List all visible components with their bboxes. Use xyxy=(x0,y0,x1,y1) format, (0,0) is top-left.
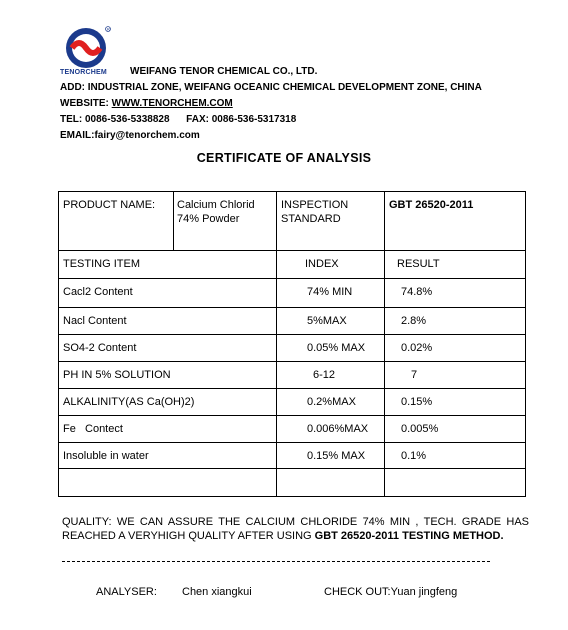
analysis-table xyxy=(58,191,526,497)
analyser-name: Chen xiangkui xyxy=(182,586,252,598)
table-row-empty xyxy=(59,469,526,497)
index-value: 5%MAX xyxy=(277,308,385,335)
index-header: INDEX xyxy=(277,251,385,279)
website-link[interactable]: WWW.TENORCHEM.COM xyxy=(111,98,233,109)
index-value: 74% MIN xyxy=(277,279,385,308)
header-row xyxy=(59,251,526,279)
company-address: ADD: INDUSTRIAL ZONE, WEIFANG OCEANIC CHEMICAL DEVELOPMENT ZONE, CHINA xyxy=(60,82,482,93)
testing-item: Cacl2 Content xyxy=(59,279,277,308)
result-value: 0.1% xyxy=(385,443,526,469)
index-value: 6-12 xyxy=(277,362,385,389)
company-name: WEIFANG TENOR CHEMICAL CO., LTD. xyxy=(130,66,318,77)
checkout-signature: CHECK OUT:Yuan jingfeng xyxy=(324,586,458,598)
testing-item: ALKALINITY(AS Ca(OH)2) xyxy=(59,389,277,416)
empty-cell xyxy=(277,469,385,497)
index-value: 0.2%MAX xyxy=(277,389,385,416)
inspection-standard-label xyxy=(277,192,385,251)
email-line: EMAIL:fairy@tenorchem.com xyxy=(60,130,200,141)
table-row xyxy=(59,416,526,443)
analyser-label: ANALYSER: xyxy=(96,586,157,598)
index-value: 0.05% MAX xyxy=(277,335,385,362)
brand-name: TENORCHEM xyxy=(60,69,107,76)
standard-value: GBT 26520-2011 xyxy=(385,192,526,251)
result-value: 74.8% xyxy=(385,279,526,308)
table-row xyxy=(59,362,526,389)
empty-cell xyxy=(385,469,526,497)
testing-item-header: TESTING ITEM xyxy=(59,251,277,279)
inspection-label-line2: STANDARD xyxy=(281,213,341,225)
testing-item: Insoluble in water xyxy=(59,443,277,469)
result-value: 2.8% xyxy=(385,308,526,335)
testing-item: SO4-2 Content xyxy=(59,335,277,362)
testing-item: PH IN 5% SOLUTION xyxy=(59,362,277,389)
product-name-line2: 74% Powder xyxy=(177,213,240,225)
result-value: 0.005% xyxy=(385,416,526,443)
inspection-label-line1: INSPECTION xyxy=(281,199,349,211)
result-header: RESULT xyxy=(385,251,526,279)
website-line xyxy=(60,98,233,109)
product-row xyxy=(59,192,526,251)
result-value: 0.15% xyxy=(385,389,526,416)
tel-fax: TEL: 0086-536-5338828 FAX: 0086-536-5317318 xyxy=(60,114,297,125)
quality-statement xyxy=(62,515,529,543)
result-value: 7 xyxy=(385,362,526,389)
document-title: CERTIFICATE OF ANALYSIS xyxy=(196,151,372,165)
quality-text: QUALITY: WE CAN ASSURE THE CALCIUM CHLORIDE 74% MIN , TECH. GRADE HAS REACHED A VERYHIGH QUALITY AFTER USING xyxy=(62,516,529,542)
website-label: WEBSITE: xyxy=(60,98,112,109)
table-row xyxy=(59,308,526,335)
table-row xyxy=(59,389,526,416)
index-value: 0.15% MAX xyxy=(277,443,385,469)
table-row xyxy=(59,443,526,469)
testing-item: Nacl Content xyxy=(59,308,277,335)
result-value: 0.02% xyxy=(385,335,526,362)
empty-cell xyxy=(59,469,277,497)
table-row xyxy=(59,279,526,308)
product-name xyxy=(174,192,277,251)
svg-text:R: R xyxy=(106,26,110,32)
testing-item: Fe Contect xyxy=(59,416,277,443)
product-name-line1: Calcium Chlorid xyxy=(177,199,255,211)
product-label: PRODUCT NAME: xyxy=(59,192,174,251)
quality-method: GBT 26520-2011 TESTING METHOD. xyxy=(314,530,504,542)
index-value: 0.006%MAX xyxy=(277,416,385,443)
table-row xyxy=(59,335,526,362)
dashed-divider xyxy=(62,561,490,562)
